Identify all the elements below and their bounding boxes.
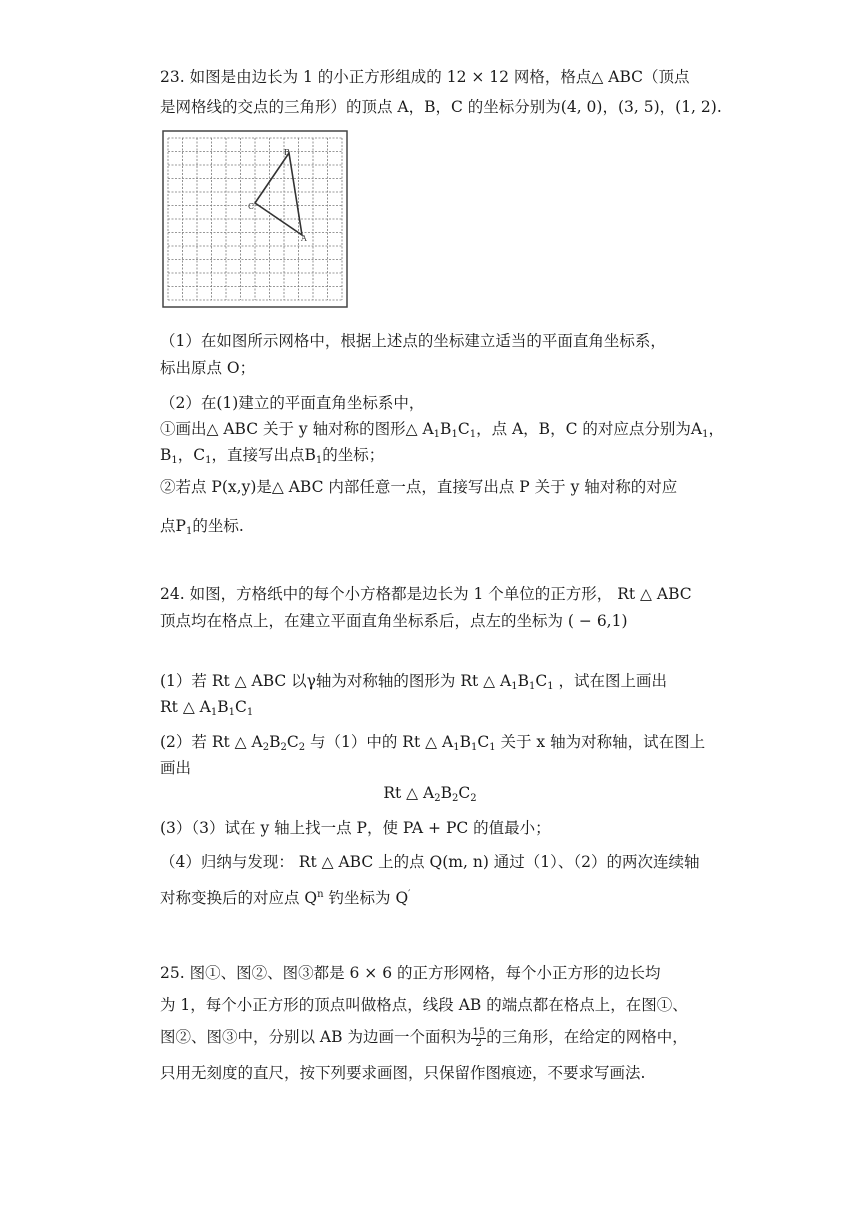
q23-part2-2-line2: 点$P_1$的坐标. — [160, 517, 244, 537]
q24-part4-line2: 对称变换后的对应点 $Q^n$ 钓坐标为 Q′ — [160, 889, 411, 908]
q24-line-1: 24. 如图，方格纸中的每个小方格都是边长为 1 个单位的正方形， Rt △ ABC — [160, 585, 692, 603]
q24-line-2: 顶点均在格点上，在建立平面直角坐标系后，点左的坐标为 ( − 6,1) — [160, 612, 628, 630]
fraction-15-over-2: $\frac{15}{2}$ — [472, 1026, 486, 1049]
q25-line-4: 只用无刻度的直尺，按下列要求画图，只保留作图痕迹，不要求写画法. — [160, 1064, 646, 1082]
q23-part2-1-line1: ①画出△ ABC 关于 y 轴对称的图形△ $A_1B_1C_1$，点 A，B，C 的对应点分别为$A_1$， — [160, 420, 724, 440]
label-b: B — [284, 148, 290, 157]
label-c: C — [248, 202, 255, 211]
q23-grid-figure — [162, 130, 348, 308]
q23-part2-2-line1: ②若点 P(x,y)是△ ABC 内部任意一点，直接写出点 P 关于 y 轴对称的对应 — [160, 478, 678, 496]
q24-part2-line2: 画出 — [160, 759, 192, 777]
q23-part2-1-line2: $B_1$，$C_1$，直接写出点$B_1$的坐标； — [160, 446, 385, 466]
q24-part2-formula: Rt △ $A_2B_2C_2$ — [383, 784, 477, 804]
q24-part1-line1: (1）若 Rt △ ABC 以γ轴为对称轴的图形为 Rt △ $A_1B_1C_1$ ，试在图上画出 — [160, 672, 668, 692]
q23-line-1: 23. 如图是由边长为 1 的小正方形组成的 12 × 12 网格，格点△ ABC（顶点 — [160, 68, 690, 86]
q25-line-3: 图②、图③中，分别以 AB 为边画一个面积为 $\frac{15}{2}$ 的三角形，在给定的网格中， — [160, 1026, 688, 1049]
q23-part2: （2）在(1)建立的平面直角坐标系中， — [160, 394, 425, 412]
q25-line-2: 为 1，每个小正方形的顶点叫做格点，线段 AB 的端点都在格点上，在图①、 — [160, 996, 688, 1014]
q23-part1-b: 标出原点 O； — [160, 359, 256, 377]
q23-part1-a: （1）在如图所示网格中，根据上述点的坐标建立适当的平面直角坐标系， — [160, 332, 666, 350]
label-a: A — [301, 234, 307, 243]
q24-part2-line1: (2）若 Rt △ $A_2B_2C_2$ 与（1）中的 Rt △ $A_1B_1C_1$ 关于 x 轴为对称轴，试在图上 — [160, 733, 706, 753]
q25-line-1: 25. 图①、图②、图③都是 6 × 6 的正方形网格，每个小正方形的边长均 — [160, 964, 661, 982]
q24-part1-line2: Rt △ $A_1B_1C_1$ — [160, 698, 254, 718]
q24-part3: (3）（3）试在 y 轴上找一点 P，使 PA + PC 的值最小； — [160, 819, 551, 837]
q24-part4-line1: （4）归纳与发现： Rt △ ABC 上的点 Q(m, n) 通过（1）、（2）的两次连续轴 — [160, 853, 700, 871]
q23-line-2: 是网格线的交点的三角形）的顶点 A，B，C 的坐标分别为(4, 0)，(3, 5)，(1, 2). — [160, 98, 722, 116]
